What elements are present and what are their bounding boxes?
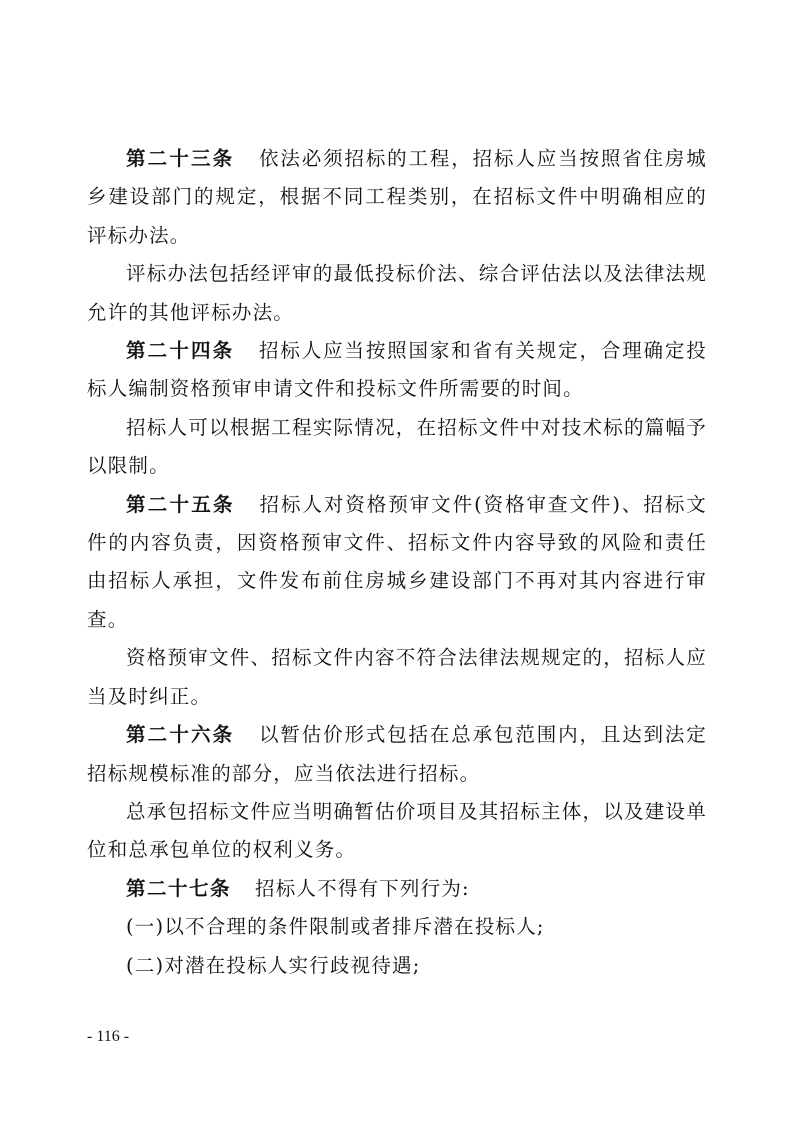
article-heading: 第二十六条 <box>126 723 235 747</box>
paragraph <box>87 639 707 716</box>
list-item <box>87 947 707 985</box>
paragraph-article-25 <box>87 486 707 640</box>
paragraph-article-23 <box>87 140 707 255</box>
paragraph-text: (一)以不合理的条件限制或者排斥潜在投标人; <box>126 915 545 939</box>
paragraph-article-27 <box>87 870 707 908</box>
paragraph <box>87 409 707 486</box>
article-heading: 第二十三条 <box>126 147 235 170</box>
paragraph-text: 招标人不得有下列行为: <box>255 876 470 900</box>
article-heading: 第二十七条 <box>126 876 232 900</box>
article-heading: 第二十四条 <box>126 339 235 363</box>
paragraph-text: 资格预审文件、招标文件内容不符合法律法规规定的，招标人应当及时纠正。 <box>87 646 707 708</box>
page-number: - 116 - <box>87 1028 130 1045</box>
paragraph-article-24 <box>87 332 707 409</box>
paragraph <box>87 793 707 870</box>
list-item <box>87 908 707 946</box>
paragraph-text: 依法必须招标的工程，招标人应当按照省住房城乡建设部门的规定，根据不同工程类别，在招标文件中明确相应的评标办法。 <box>87 147 707 247</box>
paragraph-text: 招标人可以根据工程实际情况，在招标文件中对技术标的篇幅予以限制。 <box>87 415 707 478</box>
paragraph-article-26 <box>87 716 707 793</box>
article-heading: 第二十五条 <box>126 492 235 516</box>
paragraph <box>87 255 707 332</box>
paragraph-text: 以暂估价形式包括在总承包范围内，且达到法定招标规模标准的部分，应当依法进行招标。 <box>87 723 707 785</box>
paragraph-text: 评标办法包括经评审的最低投标价法、综合评估法以及法律法规允许的其他评标办法。 <box>87 262 707 324</box>
document-body <box>87 140 707 985</box>
paragraph-text: 招标人应当按照国家和省有关规定，合理确定投标人编制资格预审申请文件和投标文件所需要的时间。 <box>87 339 707 401</box>
paragraph-text: 招标人对资格预审文件(资格审查文件)、招标文件的内容负责，因资格预审文件、招标文件内容导致的风险和责任由招标人承担，文件发布前住房城乡建设部门不再对其内容进行审查。 <box>87 492 707 631</box>
paragraph-text: (二)对潜在投标人实行歧视待遇; <box>126 953 421 977</box>
paragraph-text: 总承包招标文件应当明确暂估价项目及其招标主体，以及建设单位和总承包单位的权利义务。 <box>87 799 707 862</box>
